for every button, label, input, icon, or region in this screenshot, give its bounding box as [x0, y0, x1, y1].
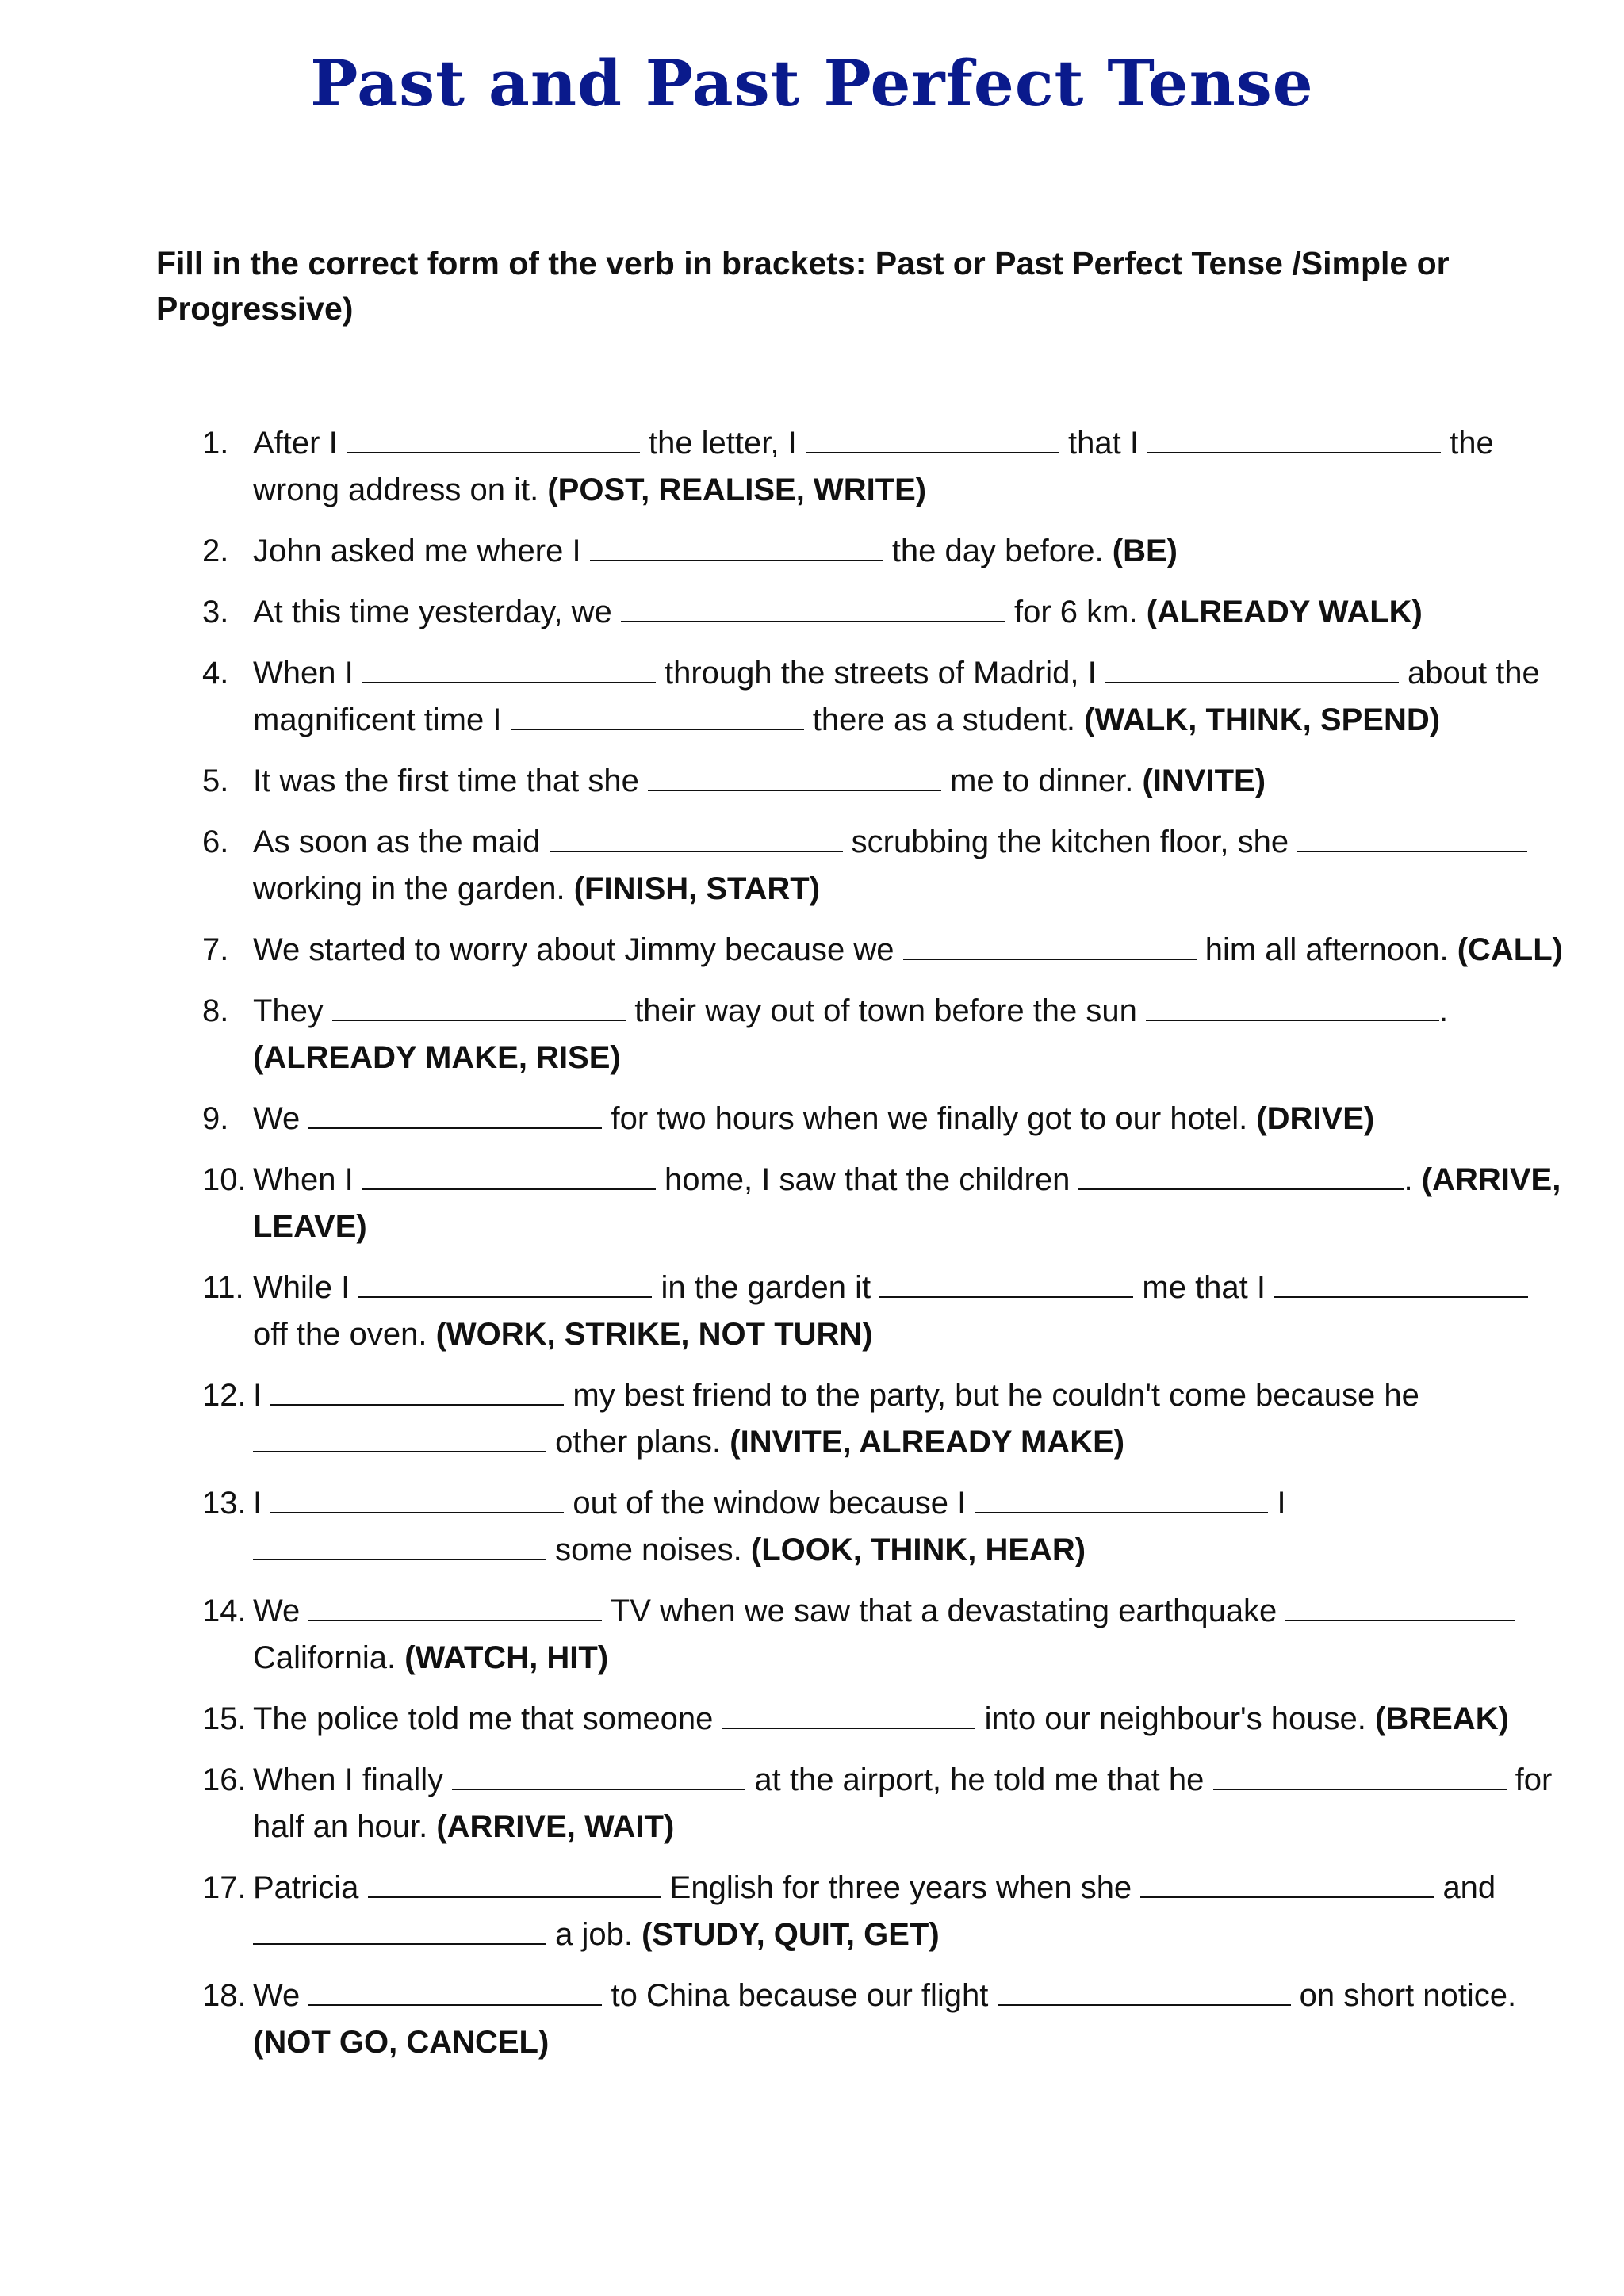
item-segment: into our neighbour's house.: [984, 1701, 1366, 1736]
item-segment: California.: [253, 1640, 396, 1675]
answer-blank[interactable]: [621, 599, 1005, 622]
verb-hint: (ARRIVE, LEAVE): [253, 1162, 1561, 1244]
exercise-item: [202, 1372, 1566, 1466]
item-segment: We: [253, 1594, 301, 1628]
item-segment: When I: [253, 1162, 354, 1197]
item-segment: scrubbing the kitchen floor, she: [851, 825, 1289, 859]
verb-hint: (WALK, THINK, SPEND): [1084, 702, 1441, 737]
item-segment: other plans.: [555, 1425, 722, 1460]
item-segment: I: [253, 1486, 262, 1521]
answer-blank[interactable]: [270, 1382, 564, 1406]
item-text: [253, 1588, 1566, 1682]
item-segment: in the garden it: [661, 1270, 871, 1305]
exercise-item: [202, 988, 1566, 1081]
item-segment: We: [253, 1101, 301, 1136]
answer-blank[interactable]: [253, 1921, 546, 1945]
item-segment: him all afternoon.: [1205, 932, 1449, 967]
answer-blank[interactable]: [253, 1429, 546, 1452]
verb-hint: (WORK, STRIKE, NOT TURN): [435, 1317, 873, 1352]
exercise-item: [202, 758, 1566, 805]
item-text: [253, 1696, 1566, 1743]
answer-blank[interactable]: [253, 1536, 546, 1560]
item-number: 10.: [202, 1162, 247, 1197]
exercise-item: [202, 420, 1566, 514]
item-text: [253, 528, 1566, 575]
exercise-item: [202, 650, 1566, 744]
answer-blank[interactable]: [347, 430, 640, 453]
item-segment: out of the window because I: [573, 1486, 967, 1521]
item-number: 5.: [202, 763, 229, 798]
item-segment: at the airport, he told me that he: [754, 1762, 1205, 1797]
item-number: 2.: [202, 534, 229, 568]
item-segment: .: [1439, 993, 1449, 1028]
answer-blank[interactable]: [368, 1874, 661, 1898]
answer-blank[interactable]: [903, 936, 1197, 960]
item-text: [253, 589, 1566, 636]
exercise-item: [202, 927, 1566, 974]
answer-blank[interactable]: [362, 1166, 656, 1190]
item-segment: I: [1277, 1486, 1286, 1521]
item-segment: English for three years when she: [669, 1870, 1132, 1905]
item-segment: Patricia: [253, 1870, 359, 1905]
item-segment: on short notice.: [1299, 1978, 1517, 2013]
exercise-item: [202, 819, 1566, 913]
answer-blank[interactable]: [1140, 1874, 1434, 1898]
item-number: 17.: [202, 1870, 247, 1905]
answer-blank[interactable]: [1078, 1166, 1404, 1190]
exercise-item: [202, 1480, 1566, 1574]
verb-hint: (INVITE): [1142, 763, 1266, 798]
answer-blank[interactable]: [308, 1982, 602, 2006]
item-segment: When I finally: [253, 1762, 444, 1797]
exercise-item: [202, 589, 1566, 636]
answer-blank[interactable]: [975, 1490, 1268, 1513]
item-text: [253, 1480, 1566, 1574]
item-number: 6.: [202, 825, 229, 859]
item-number: 14.: [202, 1594, 247, 1628]
item-segment: a job.: [555, 1917, 633, 1952]
item-segment: the letter, I: [648, 426, 797, 461]
item-text: [253, 1973, 1566, 2066]
verb-hint: (WATCH, HIT): [404, 1640, 609, 1675]
answer-blank[interactable]: [1146, 997, 1439, 1021]
verb-hint: (BE): [1112, 534, 1178, 568]
verb-hint: (STUDY, QUIT, GET): [642, 1917, 940, 1952]
item-text: [253, 1372, 1566, 1466]
answer-blank[interactable]: [362, 660, 656, 683]
item-number: 16.: [202, 1762, 247, 1797]
item-text: [253, 650, 1566, 744]
item-segment: We started to worry about Jimmy because we: [253, 932, 894, 967]
answer-blank[interactable]: [1285, 1598, 1515, 1621]
answer-blank[interactable]: [1213, 1766, 1507, 1790]
item-number: 18.: [202, 1978, 247, 2013]
item-segment: We: [253, 1978, 301, 2013]
item-segment: home, I saw that the children: [664, 1162, 1071, 1197]
item-segment: After I: [253, 426, 338, 461]
answer-blank[interactable]: [308, 1105, 602, 1129]
item-number: 8.: [202, 993, 229, 1028]
item-text: [253, 1265, 1566, 1358]
item-segment: the day before.: [891, 534, 1104, 568]
item-segment: off the oven.: [253, 1317, 427, 1352]
exercise-item: [202, 1973, 1566, 2066]
exercise-item: [202, 528, 1566, 575]
item-number: 12.: [202, 1378, 247, 1413]
item-number: 4.: [202, 656, 229, 691]
answer-blank[interactable]: [1105, 660, 1399, 683]
item-segment: While I: [253, 1270, 350, 1305]
item-segment: As soon as the maid: [253, 825, 541, 859]
item-segment: and: [1442, 1870, 1496, 1905]
answer-blank[interactable]: [332, 997, 626, 1021]
answer-blank[interactable]: [648, 767, 941, 791]
answer-blank[interactable]: [270, 1490, 564, 1513]
item-segment: working in the garden.: [253, 871, 565, 906]
answer-blank[interactable]: [550, 828, 843, 852]
answer-blank[interactable]: [511, 706, 804, 730]
item-segment: about the magnificent time I: [253, 656, 1540, 737]
item-number: 13.: [202, 1486, 247, 1521]
answer-blank[interactable]: [1274, 1274, 1528, 1298]
verb-hint: (ARRIVE, WAIT): [436, 1809, 675, 1844]
item-segment: .: [1404, 1162, 1413, 1197]
exercise-list: [202, 420, 1566, 2080]
verb-hint: (FINISH, START): [573, 871, 821, 906]
answer-blank[interactable]: [879, 1274, 1133, 1298]
item-text: [253, 1865, 1566, 1958]
verb-hint: (INVITE, ALREADY MAKE): [730, 1425, 1125, 1460]
answer-blank[interactable]: [722, 1705, 975, 1729]
answer-blank[interactable]: [358, 1274, 652, 1298]
item-segment: John asked me where I: [253, 534, 581, 568]
item-number: 11.: [202, 1270, 244, 1305]
item-text: [253, 758, 1566, 805]
exercise-item: [202, 1865, 1566, 1958]
item-segment: some noises.: [555, 1533, 742, 1567]
exercise-item: [202, 1096, 1566, 1142]
exercise-item: [202, 1757, 1566, 1850]
answer-blank[interactable]: [1297, 828, 1527, 852]
verb-hint: (LOOK, THINK, HEAR): [750, 1533, 1086, 1567]
item-segment: the wrong address on it.: [253, 426, 1494, 507]
item-number: 9.: [202, 1101, 229, 1136]
answer-blank[interactable]: [998, 1982, 1291, 2006]
verb-hint: (ALREADY MAKE, RISE): [253, 1040, 621, 1075]
item-segment: to China because our flight: [611, 1978, 989, 2013]
verb-hint: (BREAK): [1375, 1701, 1509, 1736]
item-segment: me that I: [1142, 1270, 1266, 1305]
answer-blank[interactable]: [308, 1598, 602, 1621]
item-segment: their way out of town before the sun: [634, 993, 1137, 1028]
item-text: [253, 1157, 1566, 1250]
instructions: Fill in the correct form of the verb in brackets: Past or Past Perfect Tense /Simple or Progressive): [156, 245, 1450, 327]
exercise-item: [202, 1265, 1566, 1358]
answer-blank[interactable]: [452, 1766, 745, 1790]
answer-blank[interactable]: [806, 430, 1059, 453]
item-number: 7.: [202, 932, 229, 967]
item-text: [253, 819, 1566, 913]
exercise-item: [202, 1696, 1566, 1743]
item-segment: for half an hour.: [253, 1762, 1553, 1844]
item-segment: At this time yesterday, we: [253, 595, 612, 629]
item-segment: for 6 km.: [1014, 595, 1138, 629]
item-segment: there as a student.: [812, 702, 1076, 737]
item-number: 15.: [202, 1701, 247, 1736]
exercise-item: [202, 1588, 1566, 1682]
item-segment: The police told me that someone: [253, 1701, 714, 1736]
item-segment: When I: [253, 656, 354, 691]
item-segment: me to dinner.: [950, 763, 1134, 798]
item-segment: that I: [1067, 426, 1139, 461]
item-text: [253, 420, 1566, 514]
answer-blank[interactable]: [1147, 430, 1441, 453]
item-number: 3.: [202, 595, 229, 629]
exercise-item: [202, 1157, 1566, 1250]
item-text: [253, 927, 1566, 974]
item-text: [253, 1096, 1566, 1142]
page-title: Past and Past Perfect Tense: [310, 46, 1314, 121]
item-text: [253, 1757, 1566, 1850]
verb-hint: (NOT GO, CANCEL): [253, 2025, 550, 2060]
verb-hint: (ALREADY WALK): [1146, 595, 1423, 629]
item-segment: They: [253, 993, 324, 1028]
item-segment: my best friend to the party, but he couldn't come because he: [573, 1378, 1419, 1413]
answer-blank[interactable]: [590, 538, 883, 561]
item-segment: for two hours when we finally got to our hotel.: [611, 1101, 1248, 1136]
item-segment: TV when we saw that a devastating earthquake: [610, 1594, 1277, 1628]
verb-hint: (POST, REALISE, WRITE): [547, 473, 927, 507]
item-number: 1.: [202, 426, 229, 461]
verb-hint: (CALL): [1457, 932, 1563, 967]
item-segment: through the streets of Madrid, I: [664, 656, 1097, 691]
item-segment: I: [253, 1378, 262, 1413]
item-text: [253, 988, 1566, 1081]
item-segment: It was the first time that she: [253, 763, 639, 798]
verb-hint: (DRIVE): [1256, 1101, 1375, 1136]
